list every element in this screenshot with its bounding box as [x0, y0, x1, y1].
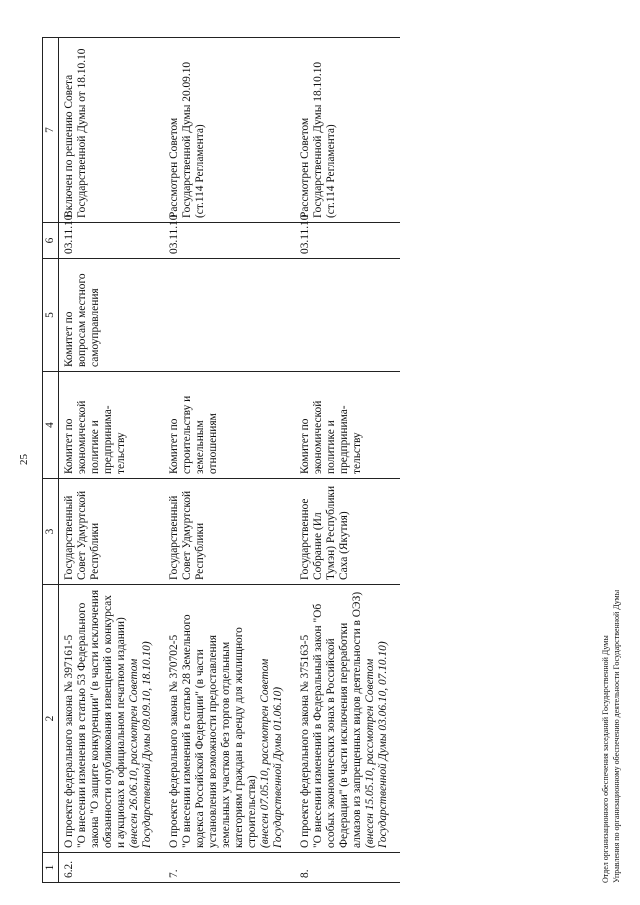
header-row: [43, 38, 59, 883]
responsible-committee-cell: Комитет по экономической политике и предпринима-тельству: [295, 372, 400, 479]
bill-description: [164, 585, 295, 853]
row-number: 7.: [164, 853, 295, 883]
decision-cell: Рассмотрен Советом Государственной Думы 20.09.10 (ст.114 Регламента): [164, 38, 295, 223]
bill-description: [59, 585, 165, 853]
header-cell: 3: [43, 479, 59, 585]
row-number: 6.2.: [59, 853, 165, 883]
date-cell: 03.11.10: [164, 223, 295, 259]
initiator-cell: Государственное Собрание (Ил Тумэн) Республики Саха (Якутия): [295, 479, 400, 585]
header-cell: 1: [43, 853, 59, 883]
table-row: [59, 38, 165, 883]
header-cell: 5: [43, 259, 59, 372]
table-row: [164, 38, 295, 883]
bill-note: (внесен 07.05.10, рассмотрен Советом Государственной Думы 01.06.10): [259, 658, 284, 848]
footer: [600, 590, 622, 883]
co-executor-cell: Комитет по вопросам местного самоуправления: [59, 259, 165, 372]
footer-line: Отдел организационного обеспечения заседаний Государственной Думы: [601, 635, 610, 883]
co-executor-cell: [164, 259, 295, 372]
decision-cell: Включен по решению Совета Государственной Думы от 18.10.10: [59, 38, 165, 223]
bill-note: (внесен 26.06.10, рассмотрен Советом Государственной Думы 09.09.10, 18.10.10): [128, 641, 153, 848]
header-cell: 2: [43, 585, 59, 853]
initiator-cell: Государственный Совет Удмуртской Республики: [59, 479, 165, 585]
bill-title: О проекте федерального закона № 370702-5: [168, 634, 180, 848]
bill-body: "О внесении изменения в статью 53 Федерального закона "О защите конкуренции" (в части исключения обязанности опубликования извещений о конкурсах и аукционах в официальном печатном издании): [76, 589, 127, 848]
bill-title: О проекте федерального закона № 397161-5: [63, 634, 75, 848]
decision-cell: Рассмотрен Советом Государственной Думы 18.10.10 (ст.114 Регламента): [295, 38, 400, 223]
date-cell: 03.11.10: [295, 223, 400, 259]
responsible-committee-cell: Комитет по экономической политике и предпринима-тельству: [59, 372, 165, 479]
header-cell: 7: [43, 38, 59, 223]
bill-title: О проекте федерального закона № 375163-5: [299, 634, 311, 848]
row-number: 8.: [295, 853, 400, 883]
table-row: [295, 38, 400, 883]
bill-description: [295, 585, 400, 853]
bill-body: "О внесении изменений в статью 28 Земельного кодекса Российской Федерации" (в части установления возможности предоставления земельных участков без торгов отдельным категориям граждан в аренду для жилищного строительства): [181, 614, 258, 848]
footer-line: Управления по организационному обеспечению деятельности Государственной Думы: [612, 589, 621, 883]
date-cell: 03.11.10: [59, 223, 165, 259]
bill-body: "О внесении изменений в Федеральный закон "Об особых экономических зонах в Российской Федерации" (в части исключения переработки алмазов из запрещенных видов деятельности в ОЭЗ): [312, 591, 363, 848]
header-cell: 6: [43, 223, 59, 259]
bill-note: (внесен 15.05.10, рассмотрен Советом Государственной Думы 03.06.10, 07.10.10): [364, 641, 389, 848]
page-number: 25: [18, 454, 30, 465]
responsible-committee-cell: Комитет по строительству и земельным отношениям: [164, 372, 295, 479]
header-cell: 4: [43, 372, 59, 479]
co-executor-cell: [295, 259, 400, 372]
agenda-table: [42, 37, 400, 883]
initiator-cell: Государственный Совет Удмуртской Республики: [164, 479, 295, 585]
